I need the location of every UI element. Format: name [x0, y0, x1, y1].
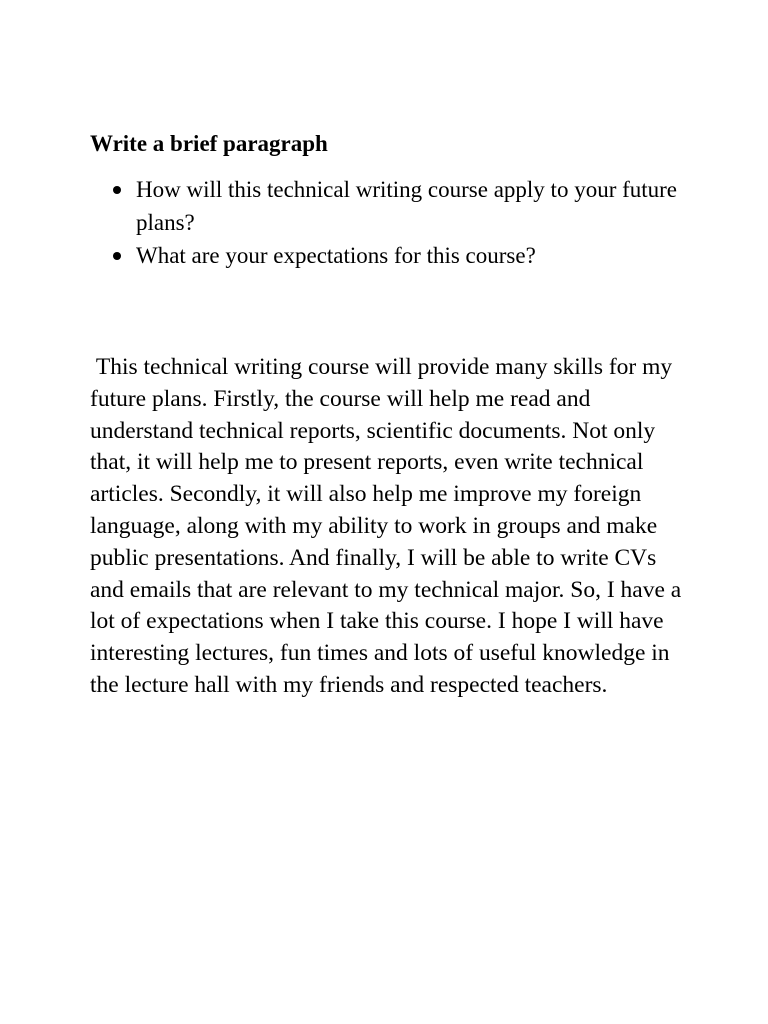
bullet-icon [113, 186, 121, 194]
prompt-item [90, 239, 680, 272]
prompt-text: How will this technical writing course apply to your future plans? [136, 177, 678, 235]
prompt-list [90, 173, 680, 272]
prompt-item [90, 173, 680, 239]
bullet-icon [113, 252, 121, 260]
assignment-heading: Write a brief paragraph [90, 131, 328, 156]
answer-paragraph: This technical writing course will provide many skills for my future plans. Firstly, the course will help me read and understand technical reports, scientific documents. Not only that, it will help me to present reports, even write technical articles. Secondly, it will also help me improve my foreign language, along with my ability to work in groups and make public presentations. And finally, I will be able to write CVs and emails that are relevant to my technical major. So, I have a lot of expectations when I take this course. I hope I will have interesting lectures, fun times and lots of useful knowledge in the lecture hall with my friends and respected teachers. [90, 354, 688, 698]
prompt-text: What are your expectations for this course? [136, 243, 536, 268]
